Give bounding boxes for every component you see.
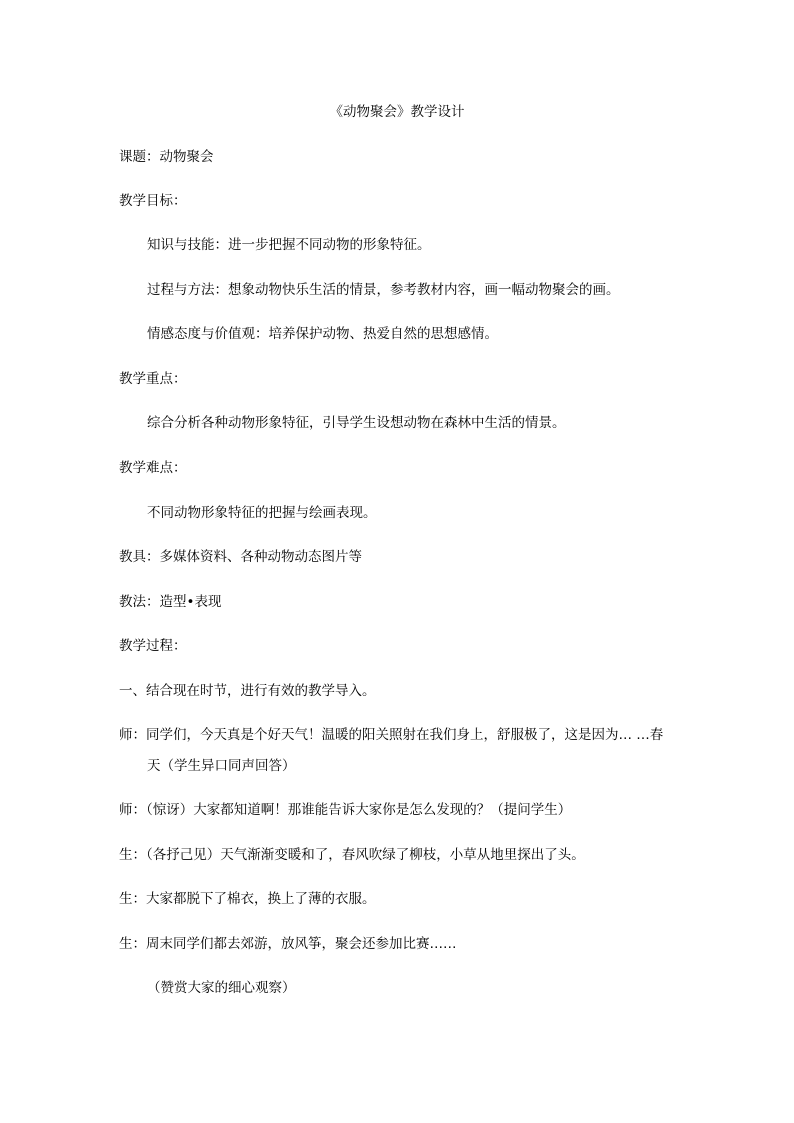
difficulties-text: 不同动物形象特征的把握与绘画表现。 bbox=[147, 505, 377, 521]
dialogue-line: 师：（惊讶）大家都知道啊！那谁能告诉大家你是怎么发现的？（提问学生） bbox=[119, 802, 572, 818]
teaching-materials: 教具：多媒体资料、各种动物动态图片等 bbox=[119, 549, 362, 565]
dialogue-line: 生：周末同学们都去郊游，放风筝，聚会还参加比赛…… bbox=[119, 936, 457, 952]
teaching-method: 教法：造型•表现 bbox=[119, 594, 222, 610]
dialogue-line-continued: 天（学生异口同声回答） bbox=[147, 758, 296, 774]
lesson-topic: 课题：动物聚会 bbox=[119, 149, 214, 165]
process-heading: 教学过程： bbox=[119, 638, 187, 654]
dialogue-line: 生：（各抒己见）天气渐渐变暖和了，春风吹绿了柳枝，小草从地里探出了头。 bbox=[119, 847, 585, 863]
document-title: 《动物聚会》教学设计 bbox=[329, 104, 465, 120]
key-points-heading: 教学重点： bbox=[119, 371, 187, 387]
difficulties-heading: 教学难点： bbox=[119, 460, 187, 476]
dialogue-line: 生：大家都脱下了棉衣，换上了薄的衣服。 bbox=[119, 891, 376, 907]
dialogue-note: （赞赏大家的细心观察） bbox=[147, 980, 296, 996]
objective-emotion: 情感态度与价值观：培养保护动物、热爱自然的思想感情。 bbox=[147, 326, 498, 342]
step-one: 一、结合现在时节，进行有效的教学导入。 bbox=[119, 683, 376, 699]
key-points-text: 综合分析各种动物形象特征，引导学生设想动物在森林中生活的情景。 bbox=[147, 415, 566, 431]
objective-knowledge: 知识与技能：进一步把握不同动物的形象特征。 bbox=[147, 237, 431, 253]
objectives-heading: 教学目标： bbox=[119, 193, 187, 209]
objective-process: 过程与方法：想象动物快乐生活的情景，参考教材内容，画一幅动物聚会的画。 bbox=[147, 282, 620, 298]
dialogue-line: 师：同学们，今天真是个好天气！温暖的阳关照射在我们身上，舒服极了，这是因为… …春 bbox=[119, 727, 664, 743]
